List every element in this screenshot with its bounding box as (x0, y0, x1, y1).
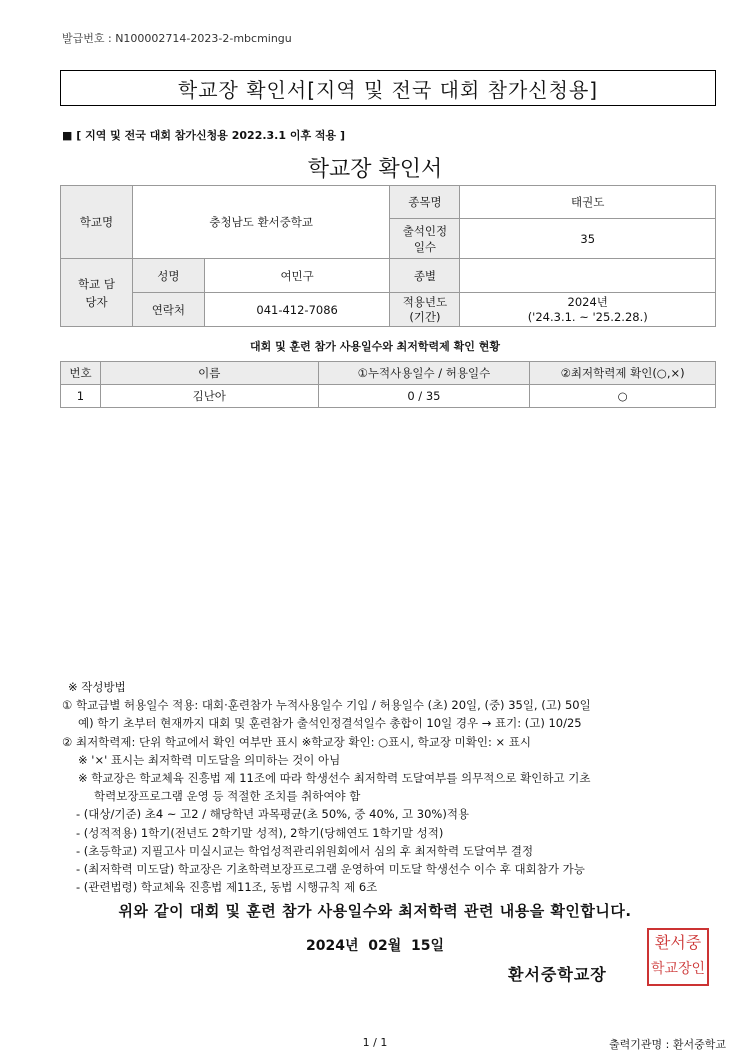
document-title: 학교장 확인서[지역 및 전국 대회 참가신청용] (60, 70, 716, 106)
issue-date: 2024년 02월 15일 (306, 938, 444, 954)
period-value: ('24.3.1. ~ '25.2.28.) (527, 309, 648, 324)
attendance-days: 35 (460, 219, 716, 259)
principal-name: 환서중학교장 (508, 965, 607, 984)
school-name-label: 학교명 (61, 186, 133, 259)
contact-value: 041-412-7086 (204, 293, 390, 327)
attendance-days-label (390, 219, 460, 259)
row-check: ○ (530, 385, 716, 408)
year-label-cell (390, 293, 460, 327)
instructions (62, 678, 742, 896)
year-value: 2024년 (567, 294, 608, 309)
col-header-check: ②최저학력제 확인(○,×) (530, 362, 716, 385)
name-value: 여민구 (204, 259, 390, 293)
instruction-line: ※ 학교장은 학교체육 진흥법 제 11조에 따라 학생선수 최저학력 도달여부를 의무적으로 확인하고 기초 (78, 771, 591, 786)
school-name: 충청남도 환서중학교 (132, 186, 390, 259)
table-row (61, 385, 716, 408)
col-header-name: 이름 (100, 362, 318, 385)
attendance-days-label-text: 출석인정 일수 (402, 223, 448, 254)
year-cell (460, 293, 716, 327)
confirmation-text: 위와 같이 대회 및 훈련 참가 사용일수와 최저학력 관련 내용을 확인합니다. (118, 902, 632, 920)
table-header-row (61, 362, 716, 385)
instruction-line: - (최저학력 미도달) 학교장은 기초학력보장프로그램 운영하여 미도달 학생선수 이수 후 대회참가 가능 (76, 862, 585, 877)
issue-number: 발급번호 : N100002714-2023-2-mbcmingu (62, 32, 292, 45)
instruction-line: 예) 학기 초부터 현재까지 대회 및 훈련참가 출석인정결석일수 총합이 10일 경우 → 표기: (고) 10/25 (78, 716, 582, 731)
col-header-number: 번호 (61, 362, 101, 385)
sub-title: 학교장 확인서 (307, 157, 443, 182)
info-table (60, 185, 716, 327)
category-label: 종별 (390, 259, 460, 293)
page-number: 1 / 1 (362, 1036, 388, 1049)
row-number: 1 (61, 385, 101, 408)
contact-label: 연락처 (132, 293, 204, 327)
instruction-line: ① 학교급별 허용일수 적용: 대회·훈련참가 누적사용일수 기입 / 허용일수 (초) 20일, (중) 35일, (고) 50일 (62, 698, 591, 713)
instruction-line: - (성적적용) 1학기(전년도 2학기말 성적), 2학기(당해연도 1학기말 성적) (76, 825, 444, 840)
teacher-label-cell (61, 259, 133, 327)
issuing-institution: 출력기관명 : 환서중학교 (609, 1038, 726, 1051)
participation-table (60, 361, 716, 408)
instruction-line: - (초등학교) 지필고사 미실시교는 학업성적관리위원회에서 심의 후 최저학력 도달여부 결정 (76, 843, 534, 858)
col-header-days: ①누적사용일수 / 허용일수 (318, 362, 530, 385)
row-days: 0 / 35 (318, 385, 530, 408)
row-name: 김난아 (100, 385, 318, 408)
instruction-line: ② 최저학력제: 단위 학교에서 확인 여부만 표시 ※학교장 확인: ○표시, 학교장 미확인: × 표시 (62, 734, 532, 749)
school-seal-stamp: 환서중 학교장인 (647, 928, 709, 986)
year-label: 적용년도 (기간) (402, 294, 448, 324)
event-value: 태권도 (460, 186, 716, 219)
instruction-line: - (관련법령) 학교체육 진흥법 제11조, 동법 시행규칙 제 6조 (76, 880, 378, 895)
category-value (460, 259, 716, 293)
applicability-note: ■ [ 지역 및 전국 대회 참가신청용 2022.3.1 이후 적용 ] (62, 129, 346, 142)
teacher-label: 학교 담당자 (77, 276, 115, 309)
instruction-line: - (대상/기준) 초4 ~ 고2 / 해당학년 과목평균(초 50%, 중 40%, 고 30%)적용 (76, 807, 470, 822)
instruction-line: ※ '×' 표시는 최저학력 미도달을 의미하는 것이 아님 (78, 752, 341, 767)
name-label: 성명 (132, 259, 204, 293)
instruction-line: 학력보장프로그램 운영 등 적절한 조치를 취하여야 함 (94, 789, 361, 804)
section-title: 대회 및 훈련 참가 사용일수와 최저학력제 확인 현황 (250, 340, 500, 353)
event-label: 종목명 (390, 186, 460, 219)
instruction-heading: ※ 작성방법 (68, 680, 126, 694)
